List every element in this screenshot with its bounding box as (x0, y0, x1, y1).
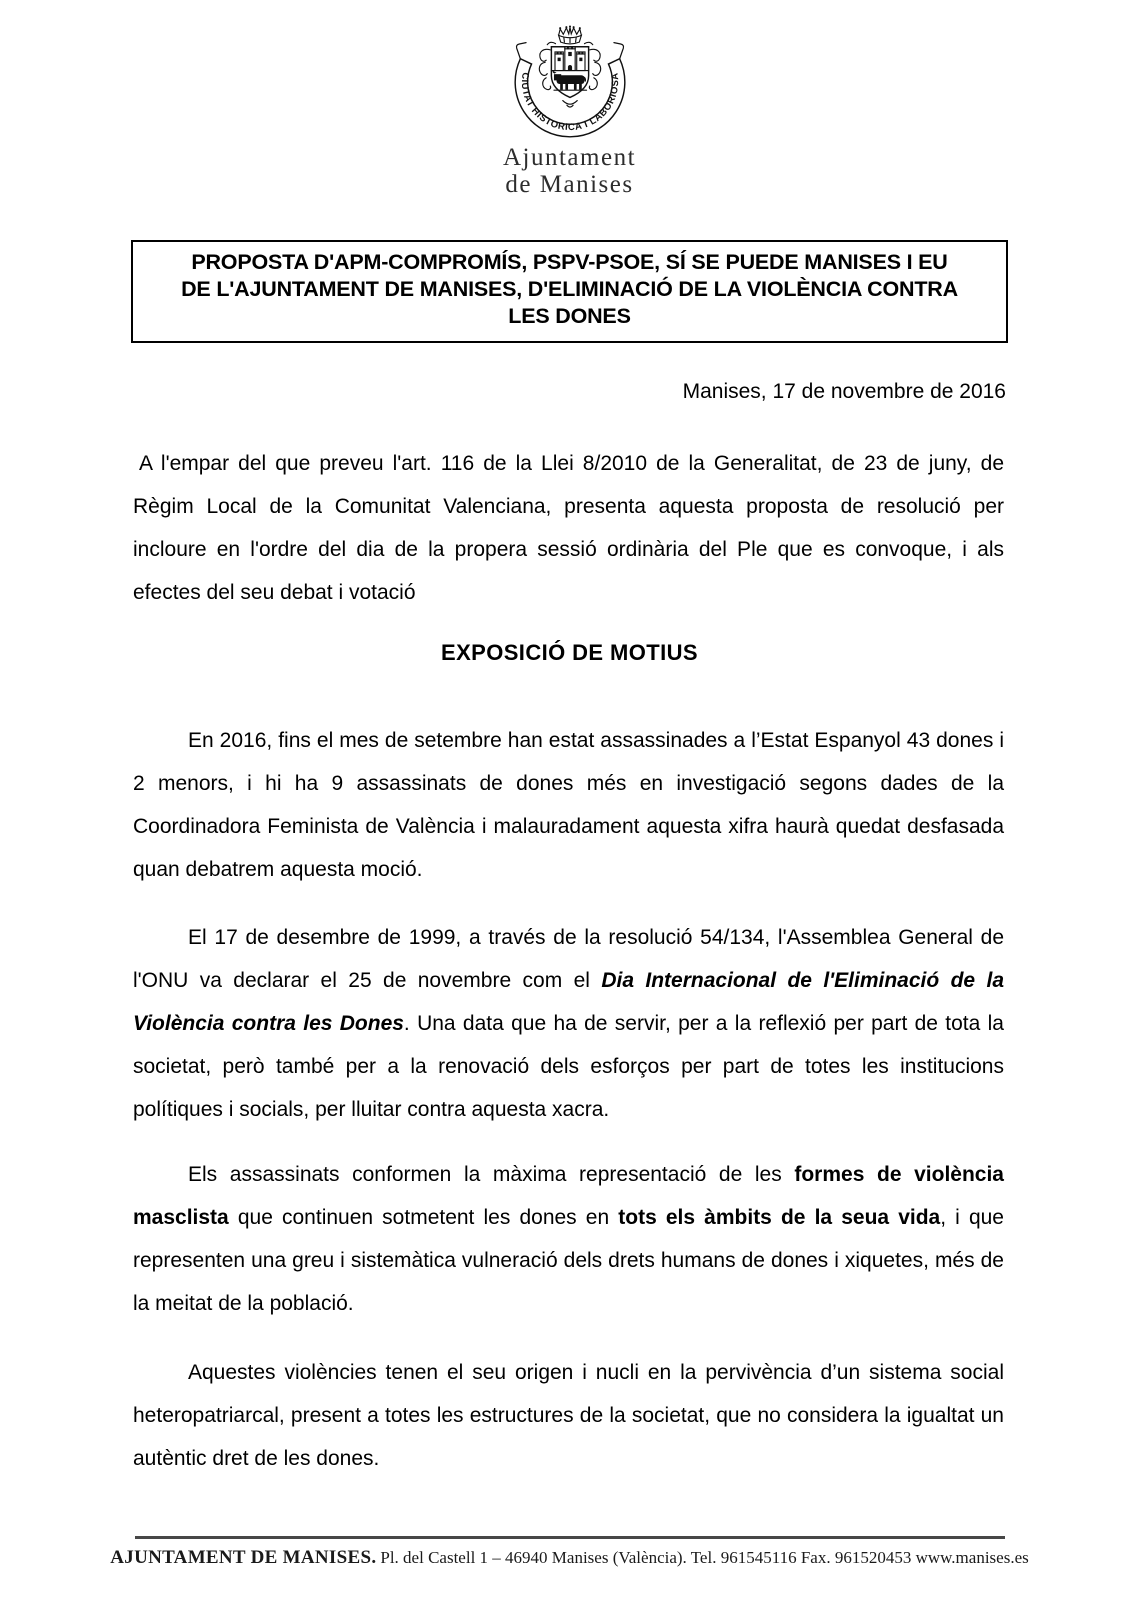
footer-divider (135, 1536, 1005, 1539)
ribbon-text: CIUTAT HISTORICA I LABORIOSA (518, 71, 621, 134)
title-line-3: LES DONES (508, 304, 631, 328)
paragraph-un-resolution-text: El 17 de desembre de 1999, a través de la resolució 54/134, l'Assemblea General de l'ONU va declarar el 25 de novembre com el (133, 926, 1004, 992)
section-heading: EXPOSICIÓ DE MOTIUS (441, 640, 698, 665)
title-line-2: DE L'AJUNTAMENT DE MANISES, D'ELIMINACIÓ DE LA VIOLÈNCIA CONTRA (181, 277, 958, 301)
title-box (131, 240, 1008, 343)
municipal-logo (0, 24, 1139, 198)
footer-org: AJUNTAMENT DE MANISES. (110, 1547, 377, 1568)
coat-of-arms-icon (507, 24, 633, 144)
paragraph-un-resolution-text-2: . Una data que ha de servir, per a la reflexió per part de tota la societat, però també per a la renovació dels esforços per part de totes les institucions polítiques i socials, per lluitar contra aquesta xacra. (133, 1012, 1004, 1121)
bold-all-areas: tots els àmbits de la seua vida (618, 1206, 941, 1229)
paragraph-un-resolution (133, 916, 1004, 1131)
paragraph-violence-forms-text-2: que continuen sotmetent les dones en (228, 1206, 619, 1229)
paragraph-violence-forms (133, 1153, 1004, 1325)
title-line-1: PROPOSTA D'APM-COMPROMÍS, PSPV-PSOE, SÍ SE PUEDE MANISES I EU (191, 250, 948, 274)
paragraph-violence-forms-text-3: , i que representen una greu i sistemàtica vulneració dels drets humans de dones i xiquetes, més de la meitat de la població. (133, 1206, 1004, 1315)
footer-address: Pl. del Castell 1 – 46940 Manises (València). Tel. 961545116 Fax. 961520453 www.manises.es (380, 1548, 1029, 1567)
paragraph-statistics: En 2016, fins el mes de setembre han estat assassinades a l’Estat Espanyol 43 dones i 2 menors, i hi ha 9 assassinats de dones més en investigació segons dades de la Coordinadora Feminista de València i malauradament aquesta xifra haurà quedat desfasada quan debatrem aquesta moció. (133, 729, 1004, 881)
paragraph-legal-basis: A l'empar del que preveu l'art. 116 de la Llei 8/2010 de la Generalitat, de 23 de juny, de Règim Local de la Comunitat Valenciana, presenta aquesta proposta de resolució per incloure en l'ordre del dia de la propera sessió ordinària del Ple que es convoque, i als efectes del seu debat i votació (133, 452, 1004, 604)
dateline: Manises, 17 de novembre de 2016 (682, 380, 1006, 403)
bold-violence-forms: formes de violència masclista (133, 1163, 1004, 1229)
paragraph-origin: Aquestes violències tenen el seu origen i nucli en la pervivència d’un sistema social heteropatriarcal, present a totes les estructures de la societat, que no considera la igualtat un autèntic dret de les dones. (133, 1361, 1004, 1470)
org-name-line1: Ajuntament (502, 144, 637, 171)
international-day-name: Dia Internacional de l'Eliminació de la Violència contra les Dones (133, 969, 1004, 1035)
org-name-line2: de Manises (505, 171, 634, 198)
footer (0, 1547, 1139, 1569)
paragraph-violence-forms-text: Els assassinats conformen la màxima representació de les (188, 1163, 795, 1186)
